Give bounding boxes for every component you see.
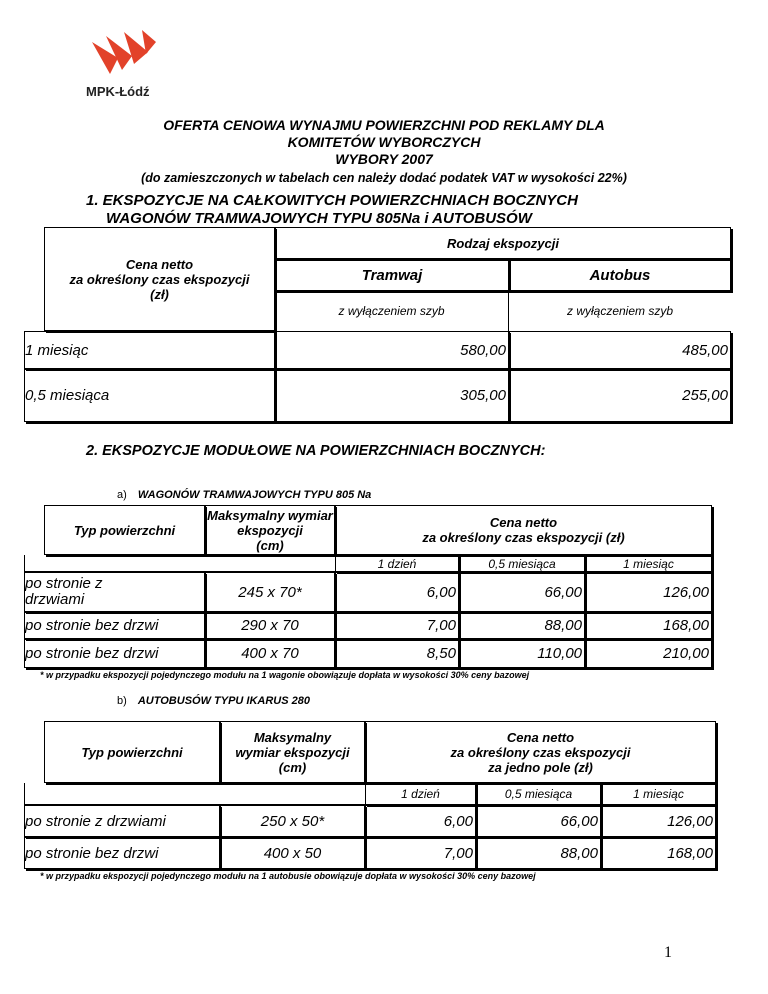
s2b-col-price (365, 721, 716, 783)
s2a-period-3: 1 miesiąc (585, 555, 712, 572)
s2b-col-price-line-1: Cena netto (506, 729, 575, 745)
s1-sub-bus: z wyłączeniem szyb (566, 304, 674, 318)
s2a-row-2-p2: 88,00 (459, 612, 585, 639)
title-line-1: OFERTA CENOWA WYNAJMU POWIERZCHNI POD REKLAMY DLA (163, 117, 605, 133)
vat-note: (do zamieszczonych w tabelach cen należy dodać podatek VAT w wysokości 22%) (141, 171, 627, 185)
page-number: 1 (664, 944, 672, 961)
s2a-row-3-p3: 210,00 (585, 639, 712, 668)
s2b-row-1-p1: 6,00 (365, 805, 476, 837)
s1-row-2-bus: 255,00 (509, 369, 731, 422)
section2b-footnote: * w przypadku ekspozycji pojedynczego modułu na 1 autobusie obowiązuje dopłata w wysokości 30% ceny bazowej (40, 871, 536, 881)
section2b-title-text: AUTOBUSÓW TYPU IKARUS 280 (137, 695, 310, 707)
s2b-col-type: Typ powierzchni (44, 721, 220, 783)
section2b-marker: b) (117, 695, 127, 707)
s1-row-2-tram: 305,00 (275, 369, 509, 422)
logo-text: MPK-Łódź (86, 84, 150, 99)
s2b-period-2: 0,5 miesiąca (476, 783, 601, 805)
section2a-title (117, 489, 371, 501)
s2a-row-3-type: po stronie bez drzwi (24, 639, 205, 668)
section1-heading-line-1: 1. EKSPOZYCJE NA CAŁKOWITYCH POWIERZCHNIACH BOCZNYCH (86, 192, 578, 209)
s2b-row-2-p3: 168,00 (601, 837, 716, 869)
s1-price-header-line-1: Cena netto (125, 256, 194, 272)
s1-sub-tram: z wyłączeniem szyb (275, 291, 509, 331)
section1-heading (86, 192, 578, 228)
s2b-period-row-spacer (24, 783, 365, 805)
section2b-title (117, 695, 310, 707)
s1-row-1-label: 1 miesiąc (24, 331, 275, 369)
s2b-col-dim (220, 721, 365, 783)
s2b-col-price-line-2: za określony czas ekspozycji (450, 744, 631, 760)
title-line-2: KOMITETÓW WYBORCZYCH (287, 134, 481, 150)
s2a-row-2-dim: 290 x 70 (205, 612, 335, 639)
s2b-row-1-p2: 66,00 (476, 805, 601, 837)
s2a-col-dim-line-2: ekspozycji (237, 522, 303, 538)
section2a-footnote: * w przypadku ekspozycji pojedynczego modułu na 1 wagonie obowiązuje dopłata w wysokości 30% ceny bazowej (40, 670, 530, 680)
s2b-period-3: 1 miesiąc (601, 783, 716, 805)
s2b-row-1-type: po stronie z drzwiami (24, 805, 220, 837)
s2b-col-dim-line-2: wymiar ekspozycji (235, 744, 350, 760)
s2a-row-2-p3: 168,00 (585, 612, 712, 639)
s2a-row-2-p1: 7,00 (335, 612, 459, 639)
s2b-row-2-p1: 7,00 (365, 837, 476, 869)
s1-col-bus: Autobus (509, 259, 731, 291)
s2a-col-type: Typ powierzchni (44, 505, 205, 555)
s2a-col-dim-line-1: Maksymalny wymiar (207, 507, 333, 523)
s2a-row-1-p2: 66,00 (459, 572, 585, 612)
section2a-title-text: WAGONÓW TRAMWAJOWYCH TYPU 805 Na (137, 489, 372, 501)
s1-row-2-label: 0,5 miesiąca (24, 369, 275, 422)
s2b-period-1: 1 dzień (365, 783, 476, 805)
s2a-period-1: 1 dzień (335, 555, 459, 572)
s2a-col-dim (205, 505, 335, 555)
s2a-row-1-p1: 6,00 (335, 572, 459, 612)
s1-row-1-tram: 580,00 (275, 331, 509, 369)
s2b-col-price-line-3: za jedno pole (zł) (488, 759, 593, 775)
s2b-col-dim-line-1: Maksymalny (253, 729, 332, 745)
s1-price-header (44, 227, 275, 331)
section2a-marker: a) (117, 489, 127, 501)
logo (88, 30, 168, 100)
s2b-row-1-dim: 250 x 50* (220, 805, 365, 837)
s1-price-header-line-2: za określony czas ekspozycji (69, 271, 250, 287)
s1-exposure-type: Rodzaj ekspozycji (275, 227, 731, 259)
title-line-3: WYBORY 2007 (335, 151, 433, 167)
mpk-logo-icon (88, 30, 160, 86)
s2a-col-price-line-1: Cena netto (489, 515, 558, 530)
s2a-row-3-p1: 8,50 (335, 639, 459, 668)
page-title (0, 117, 768, 168)
s2a-col-price-line-2: za określony czas ekspozycji (zł) (422, 530, 625, 545)
section2-heading: 2. EKSPOZYCJE MODUŁOWE NA POWIERZCHNIACH BOCZNYCH: (86, 443, 546, 459)
s1-price-header-line-3: (zł) (150, 286, 169, 302)
s2a-period-row-spacer (24, 555, 335, 572)
s2a-row-3-dim: 400 x 70 (205, 639, 335, 668)
s2a-col-price (335, 505, 712, 555)
s2b-row-2-dim: 400 x 50 (220, 837, 365, 869)
s2a-row-3-p2: 110,00 (459, 639, 585, 668)
s2b-row-1-p3: 126,00 (601, 805, 716, 837)
s1-col-tram: Tramwaj (275, 259, 509, 291)
s1-row-1-bus: 485,00 (509, 331, 731, 369)
s2b-col-dim-line-3: (cm) (278, 759, 307, 775)
s2a-row-1-p3: 126,00 (585, 572, 712, 612)
s2a-row-1-dim: 245 x 70* (205, 572, 335, 612)
s2a-col-dim-line-3: (cm) (256, 537, 284, 553)
s2a-row-1-type: po stronie z drzwiami (24, 572, 205, 612)
s2a-period-2: 0,5 miesiąca (459, 555, 585, 572)
s2a-row-2-type: po stronie bez drzwi (24, 612, 205, 639)
section1-heading-line-2: WAGONÓW TRAMWAJOWYCH TYPU 805Na i AUTOBUSÓW (106, 210, 532, 227)
s2b-row-2-p2: 88,00 (476, 837, 601, 869)
s2b-row-2-type: po stronie bez drzwi (24, 837, 220, 869)
